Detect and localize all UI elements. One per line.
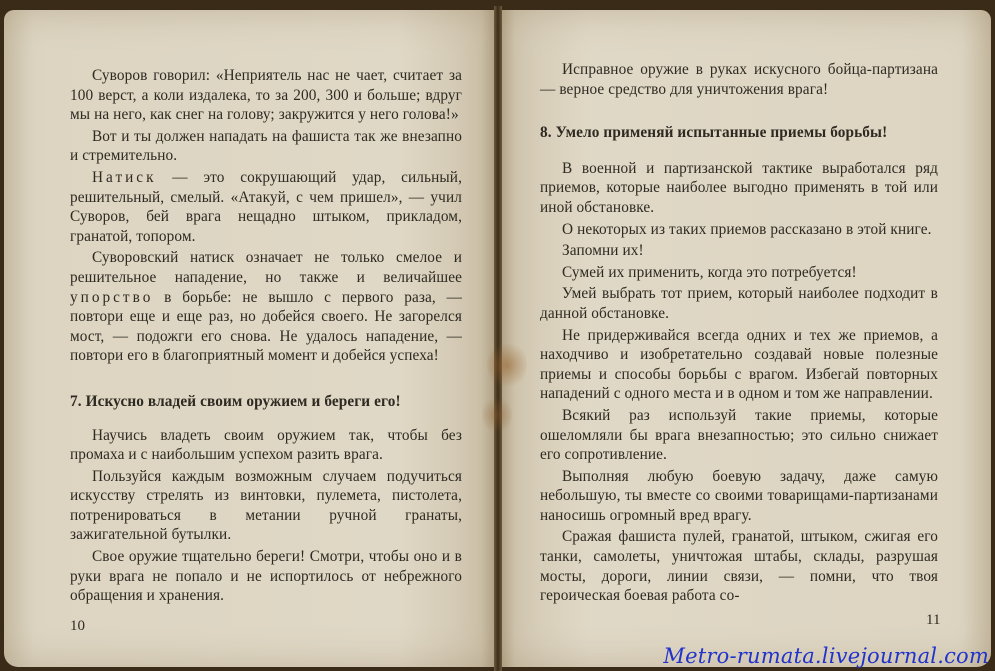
section-heading: 7. Искусно владей своим оружием и береги его! [70,392,401,410]
paragraph: В военной и партизанской тактике выработался ряд приемов, которые наиболее выгодно применять в той или иной обстановке. [540,159,938,216]
paper-stain [482,395,512,435]
paragraph: Сумей их применить, когда это потребуется! [562,263,857,281]
paragraph: Вот и ты должен нападать на фашиста так же внезапно и стремительно. [70,127,462,165]
paragraph: Всякий раз используй такие приемы, которые ошеломляли бы врага внезапностью; это сильно снижает его сопротивление. [540,406,938,464]
spaced-term: Натиск [92,168,157,186]
paragraph: Свое оружие тщательно береги! Смотри, чтобы оно и в руки врага не попало и не испортилось от небрежного обращения и хранения. [70,548,462,605]
paragraph: Пользуйся каждым возможным случаем подучиться искусству стрелять из винтовки, пулемета, пистолета, потренироваться в метании ручной гранаты, зажигательной бутылки. [70,467,462,544]
spaced-term: упорство [70,288,154,306]
paragraph: О некоторых из таких приемов рассказано в этой книге. [562,220,932,238]
page-number: 11 [926,612,941,628]
paragraph: Запомни их! [562,242,644,260]
right-page-text [540,60,938,608]
paper-stain [487,340,527,390]
paragraph: Исправное оружие в руках искусного бойца-партизана — верное средство для уничтожения врага! [540,61,938,98]
book-spine [494,6,502,671]
paragraph: Не придерживайся всегда одних и тех же приемов, а находчиво и изобретательно создавай новые полезные приемы и способы борьбы с врагом. Избегай повторных нападений с одного места и в одном и том же направлении. [540,326,938,403]
paragraph: Суворов говорил: «Неприятель нас не чает, считает за 100 верст, а коли издалека, то за 200, 300 и больше; вдруг мы на него, как снег на голову; закружится у него голова!» [70,67,462,124]
paragraph: Сражая фашиста пулей, гранатой, штыком, сжигая его танки, самолеты, уничтожая штабы, склады, разрушая мосты, дороги, линии связи, — помни, что твоя героическая боевая работа со- [540,528,938,605]
paragraph-text: Суворовский натиск означает не только смелое и решительное нападение, но также и величайшее [70,249,462,286]
paragraph-text: — это сокрушающий удар, сильный, решительный, смелый. «Атакуй, с чем пришел», — учил Суворов, бей врага нещадно штыком, прикладом, гранатой, топором. [70,168,462,245]
paragraph: Научись владеть своим оружием так, чтобы без промаха и с наибольшим успехом разить врага. [70,426,462,464]
paragraph [70,168,462,246]
page-number: 10 [70,618,85,634]
paragraph [70,248,462,366]
paragraph: Выполняя любую боевую задачу, даже самую небольшую, ты вместе со своими товарищами-партизанами наносишь огромный вред врагу. [540,467,938,524]
left-page-text [70,66,462,608]
paragraph-text: в борьбе: не вышло с первого раза, — повтори еще и еще раз, но добейся своего. Не загорелся мост, — подожги его снова. Не удалось нападение, — повтори его в благоприятный момент и добейся успеха! [70,288,462,365]
section-heading: 8. Умело применяй испытанные приемы борьбы! [540,124,888,142]
watermark: Metro-rumata.livejournal.com [663,644,989,668]
paragraph: Умей выбрать тот прием, который наиболее подходит в данной обстановке. [540,285,938,322]
